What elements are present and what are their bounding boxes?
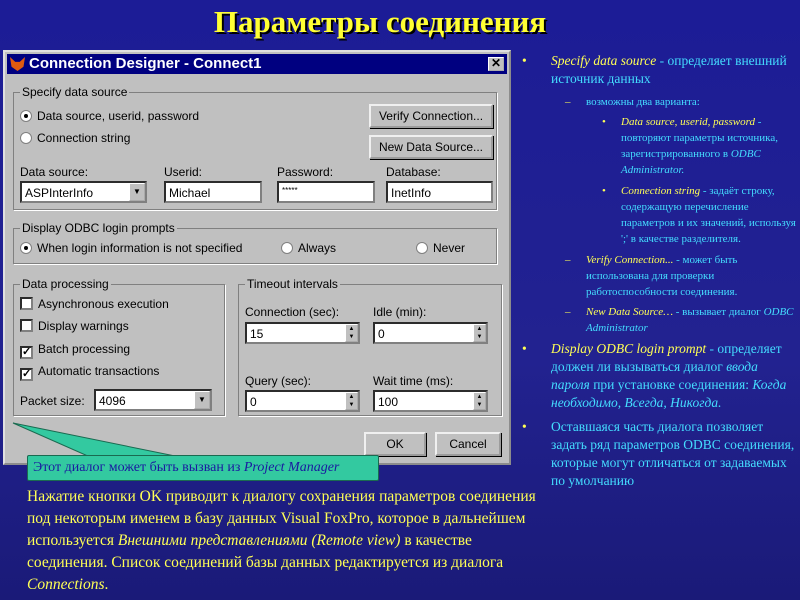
select-value: 4096 [99, 394, 126, 408]
radio-label: Connection string [37, 131, 131, 145]
text: - повторяют параметры источника, зарегистрированного в [621, 116, 778, 160]
term: Data source, userid, password [621, 116, 755, 128]
database-label: Database: [386, 165, 441, 179]
radio-label: Never [433, 241, 466, 255]
radio-icon [20, 132, 32, 144]
chevron-down-icon[interactable]: ▼ [129, 183, 145, 201]
login-prompts-group [13, 221, 497, 264]
term: Connection string [621, 185, 701, 197]
text: - может быть использована для проверки работоспособности соединения. [586, 254, 738, 298]
list-item [522, 252, 797, 300]
data-source-select[interactable] [20, 181, 147, 203]
query-timeout-input[interactable] [245, 390, 360, 412]
timeout-intervals-group [238, 277, 502, 416]
radio-label: When login information is not specified [37, 241, 243, 255]
foxpro-icon [10, 57, 25, 71]
list-item [522, 52, 797, 88]
spinner-icon[interactable]: ▲ ▼ [473, 324, 486, 342]
group-label: Specify data source [22, 85, 128, 99]
radio-icon [20, 110, 32, 122]
spinner-icon[interactable]: ▲ ▼ [345, 392, 358, 410]
idle-timeout-input[interactable] [373, 322, 488, 344]
group-label: Data processing [22, 277, 109, 291]
group-label: Timeout intervals [247, 277, 338, 291]
new-data-source-button[interactable]: New Data Source... [369, 135, 493, 159]
text-italic: ввода пароля [551, 359, 758, 392]
checkbox-async[interactable] [20, 297, 169, 311]
ok-button[interactable]: OK [364, 432, 426, 456]
connection-timeout-label: Connection (sec): [245, 305, 340, 319]
checkbox-label: Automatic transactions [38, 364, 160, 378]
text-italic: Когда необходимо, Всегда, Никогда. [551, 377, 787, 410]
text: Нажатие кнопки OK приводит к диалогу сохранения параметров соединения под некоторым именем в базу данных Visual FoxPro, которое в дальнейшем используется [27, 488, 536, 549]
checkbox-label: Batch processing [38, 342, 131, 356]
text: возможны два варианта: [586, 96, 700, 108]
term: Specify data source [551, 53, 657, 68]
term: New Data Source… [586, 306, 673, 318]
connection-designer-dialog [3, 50, 511, 465]
select-value: ASPInterInfo [25, 186, 94, 200]
dialog-title: Connection Designer - Connect1 [29, 55, 262, 72]
text: - определяет внешний источник данных [551, 53, 787, 86]
radio-icon [281, 242, 293, 254]
userid-label: Userid: [164, 165, 203, 179]
checkbox-icon [20, 297, 33, 310]
chevron-down-icon[interactable]: ▼ [194, 391, 210, 409]
text: в качестве соединения. Список соединений базы данных редактируется из диалога [27, 532, 504, 571]
text: Оставшаяся часть диалога позволяет задать ряд параметров ODBC соединения, которые могут отличаться от задаваемых по умолчанию [551, 419, 795, 488]
spinner-icon[interactable]: ▲ ▼ [473, 392, 486, 410]
radio-label: Data source, userid, password [37, 109, 200, 123]
radio-always[interactable] [281, 241, 336, 255]
checkbox-icon [20, 319, 33, 332]
callout-text: Этот диалог может быть вызван из [33, 460, 244, 475]
input-value: 15 [250, 327, 264, 341]
text: - определяет должен ли вызываться диалог [551, 341, 782, 374]
list-item [522, 183, 797, 247]
bottom-paragraph [27, 486, 537, 596]
password-label: Password: [277, 165, 334, 179]
specify-data-source-group [13, 85, 497, 210]
text-italic: ODBC Administrator [586, 306, 794, 334]
text-italic: Внешними представлениями (Remote view) [117, 532, 401, 549]
list-item [522, 114, 797, 178]
checkmark-icon: ✓ [22, 368, 32, 380]
title-bar [7, 54, 507, 74]
list-item [522, 418, 797, 490]
callout-pointer [10, 420, 210, 460]
radio-when-needed[interactable] [20, 241, 242, 255]
radio-never[interactable] [416, 241, 465, 255]
radio-connection-string[interactable] [20, 131, 130, 145]
callout-italic: Project Manager [243, 460, 340, 475]
data-processing-group [13, 277, 225, 416]
close-button[interactable]: ✕ [488, 57, 504, 71]
term: Display ODBC login prompt [551, 341, 707, 356]
checkmark-icon: ✓ [22, 346, 32, 358]
checkbox-warnings[interactable] [20, 319, 129, 333]
userid-input[interactable]: Michael [164, 181, 262, 203]
input-value: 100 [378, 395, 399, 409]
text: при установке соединения: [589, 377, 753, 392]
data-source-label: Data source: [20, 165, 89, 179]
database-input[interactable]: InetInfo [386, 181, 493, 203]
packet-size-label: Packet size: [20, 394, 85, 408]
input-value: 0 [250, 395, 257, 409]
text-italic: Connections [27, 576, 105, 593]
idle-timeout-label: Idle (min): [373, 305, 427, 319]
wait-time-input[interactable] [373, 390, 488, 412]
list-item [522, 340, 797, 412]
text: . [104, 576, 109, 593]
list-item [522, 304, 797, 336]
input-value: 0 [378, 327, 385, 341]
text: - вызывает диалог [672, 306, 764, 318]
checkbox-label: Asynchronous execution [38, 297, 169, 311]
packet-size-select[interactable] [94, 389, 212, 411]
term: Verify Connection... [586, 254, 674, 266]
radio-data-source[interactable] [20, 109, 199, 123]
slide-title: Параметры соединения [213, 4, 547, 39]
callout-note [27, 455, 379, 481]
text-italic: ODBC Administrator. [621, 148, 761, 176]
connection-timeout-input[interactable] [245, 322, 360, 344]
query-timeout-label: Query (sec): [245, 374, 312, 388]
checkbox-label: Display warnings [38, 319, 129, 333]
text: - задаёт строку, содержащую перечисление параметров и их значений, используя ';' в качестве разделителя. [621, 185, 796, 245]
password-input[interactable]: ***** [277, 181, 375, 203]
wait-time-label: Wait time (ms): [373, 374, 454, 388]
group-label: Display ODBC login prompts [22, 221, 175, 235]
checkbox-auto-transactions[interactable] [20, 364, 159, 381]
radio-label: Always [298, 241, 337, 255]
spinner-icon[interactable]: ▲ ▼ [345, 324, 358, 342]
explanation-list [522, 52, 797, 496]
radio-icon [416, 242, 428, 254]
cancel-button[interactable]: Cancel [435, 432, 501, 456]
radio-icon [20, 242, 32, 254]
checkbox-batch[interactable] [20, 342, 130, 359]
list-item [522, 94, 797, 110]
verify-connection-button[interactable]: Verify Connection... [369, 104, 493, 128]
